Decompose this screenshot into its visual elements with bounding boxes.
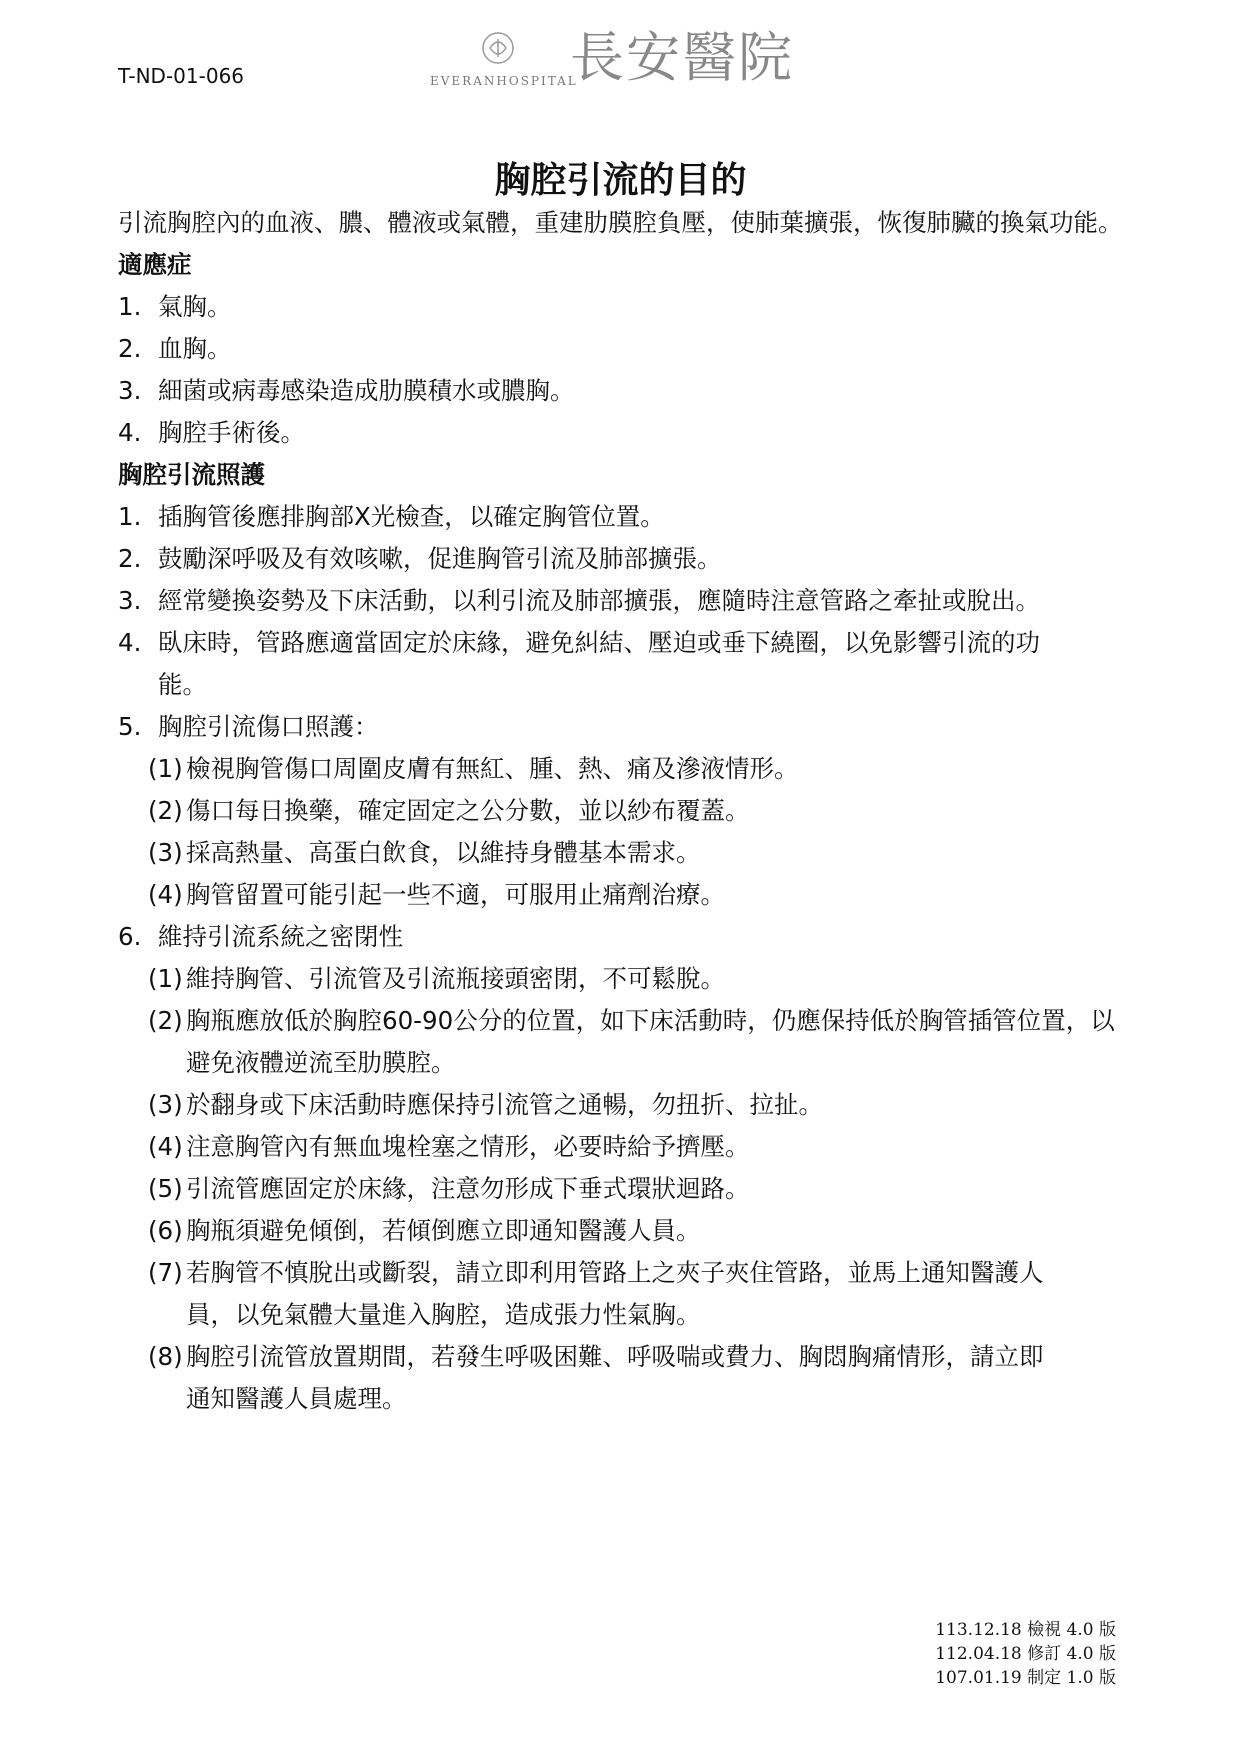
document-body: [118, 202, 1138, 1420]
sub-item-text: 引流管應固定於床緣，注意勿形成下垂式環狀迴路。: [186, 1174, 750, 1203]
sub-item: [118, 832, 1138, 874]
sub-item-text: 若胸管不慎脫出或斷裂，請立即利用管路上之夾子夾住管路，並馬上通知醫護人員，以免氣體大量進入胸腔，造成張力性氣胸。: [186, 1258, 1044, 1329]
item-text: 血胸。: [158, 334, 232, 363]
intro-paragraph: 引流胸腔內的血液、膿、體液或氣體，重建肋膜腔負壓，使肺葉擴張，恢復肺臟的換氣功能。: [118, 208, 1123, 237]
revision-line: 113.12.18 檢視 4.0 版: [935, 1620, 1116, 1640]
list-item: [118, 496, 1138, 538]
sub-item: [118, 1336, 1138, 1420]
sub-item-text: 胸管留置可能引起一些不適，可服用止痛劑治療。: [186, 880, 725, 909]
sub-item-number: (2): [148, 1006, 183, 1035]
sub-item-text: 於翻身或下床活動時應保持引流管之通暢，勿扭折、拉扯。: [186, 1090, 823, 1119]
item-text: 胸腔引流傷口照護：: [158, 712, 379, 741]
item-text: 維持引流系統之密閉性: [158, 922, 403, 951]
sub-item-text: 注意胸管內有無血塊栓塞之情形，必要時給予擠壓。: [186, 1132, 750, 1161]
list-item: [118, 412, 1138, 454]
list-item: [118, 580, 1138, 622]
sub-item-number: (1): [148, 754, 183, 783]
item-number: 2.: [118, 334, 142, 363]
item-number: 2.: [118, 544, 142, 573]
sub-item-text: 胸瓶須避免傾倒，若傾倒應立即通知醫護人員。: [186, 1216, 701, 1245]
sub-item-number: (7): [148, 1258, 183, 1287]
item-text: 臥床時，管路應適當固定於床緣，避免糾結、壓迫或垂下繞圈，以免影響引流的功能。: [158, 628, 1040, 699]
item-text: 胸腔手術後。: [158, 418, 305, 447]
item-text: 鼓勵深呼吸及有效咳嗽，促進胸管引流及肺部擴張。: [158, 544, 722, 573]
sub-item-text: 胸腔引流管放置期間，若發生呼吸困難、呼吸喘或費力、胸悶胸痛情形，請立即通知醫護人員處理。: [186, 1342, 1044, 1413]
sub-item-number: (5): [148, 1174, 183, 1203]
item-text: 細菌或病毒感染造成肋膜積水或膿胸。: [158, 376, 575, 405]
item-number: 4.: [118, 418, 142, 447]
sub-item: [118, 1000, 1138, 1084]
sub-item: [118, 1210, 1138, 1252]
page-title: 胸腔引流的目的: [494, 160, 747, 201]
list-item: [118, 916, 1138, 958]
sub-item-text: 檢視胸管傷口周圍皮膚有無紅、腫、熱、痛及滲液情形。: [186, 754, 799, 783]
revision-footer: [935, 1618, 1116, 1690]
item-number: 5.: [118, 712, 142, 741]
sub-item: [118, 790, 1138, 832]
sub-item-number: (6): [148, 1216, 183, 1245]
sub-item: [118, 1126, 1138, 1168]
list-item: [118, 370, 1138, 412]
list-item: [118, 622, 1138, 706]
sub-item-text: 胸瓶應放低於胸腔60-90公分的位置，如下床活動時，仍應保持低於胸管插管位置，以避免液體逆流至肋膜腔。: [186, 1006, 1115, 1077]
sub-item-text: 採高熱量、高蛋白飲食，以維持身體基本需求。: [186, 838, 701, 867]
sub-item-number: (2): [148, 796, 183, 825]
item-number: 4.: [118, 628, 142, 657]
logo-english-name: EVERANHOSPITAL: [430, 74, 578, 88]
logo-chinese-name: 長安醫院: [570, 26, 794, 89]
sub-item: [118, 748, 1138, 790]
sub-item-number: (4): [148, 1132, 183, 1161]
sub-item-number: (4): [148, 880, 183, 909]
indications-heading: 適應症: [118, 250, 192, 279]
list-item: [118, 328, 1138, 370]
sub-item: [118, 958, 1138, 1000]
sub-item-number: (3): [148, 838, 183, 867]
sub-item-number: (8): [148, 1342, 183, 1371]
sub-item: [118, 1252, 1138, 1336]
hospital-emblem-icon: [480, 30, 516, 66]
item-number: 6.: [118, 922, 142, 951]
item-text: 插胸管後應排胸部X光檢查，以確定胸管位置。: [158, 502, 665, 531]
sub-item-text: 維持胸管、引流管及引流瓶接頭密閉，不可鬆脫。: [186, 964, 725, 993]
item-number: 1.: [118, 292, 142, 321]
sub-item-text: 傷口每日換藥，確定固定之公分數，並以紗布覆蓋。: [186, 796, 750, 825]
sub-item: [118, 1084, 1138, 1126]
document-code: T-ND-01-066: [118, 64, 245, 88]
hospital-logo: [430, 28, 840, 88]
sub-item-number: (1): [148, 964, 183, 993]
item-number: 3.: [118, 586, 142, 615]
item-text: 氣胸。: [158, 292, 232, 321]
list-item: [118, 538, 1138, 580]
sub-item-number: (3): [148, 1090, 183, 1119]
item-number: 3.: [118, 376, 142, 405]
revision-line: 112.04.18 修訂 4.0 版: [935, 1644, 1116, 1664]
item-number: 1.: [118, 502, 142, 531]
list-item: [118, 286, 1138, 328]
care-heading: 胸腔引流照護: [118, 460, 265, 489]
item-text: 經常變換姿勢及下床活動，以利引流及肺部擴張，應隨時注意管路之牽扯或脫出。: [158, 586, 1040, 615]
sub-item: [118, 874, 1138, 916]
list-item: [118, 706, 1138, 748]
sub-item: [118, 1168, 1138, 1210]
revision-line: 107.01.19 制定 1.0 版: [935, 1668, 1116, 1688]
